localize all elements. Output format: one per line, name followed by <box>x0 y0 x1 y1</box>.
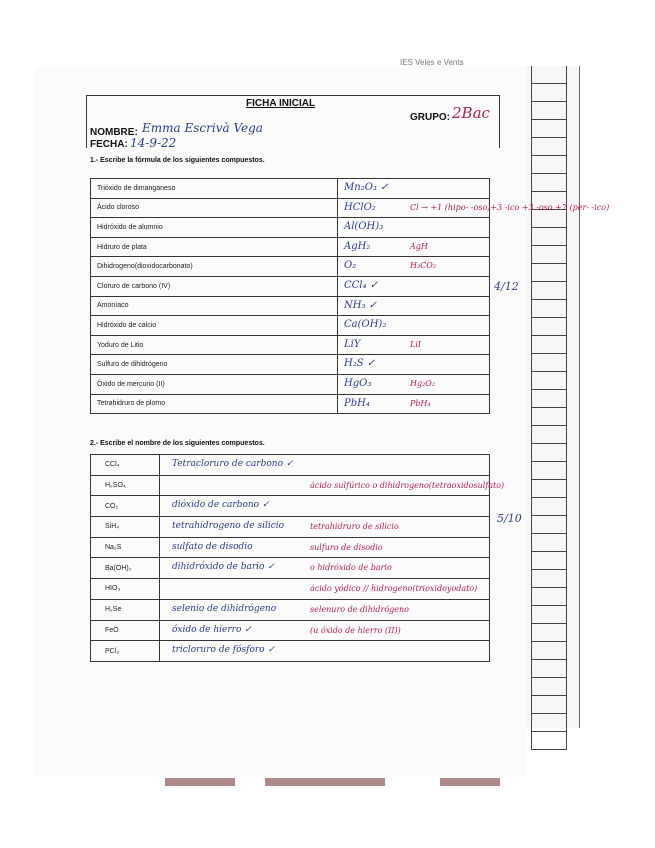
back-page-row <box>531 84 567 102</box>
answer-cell <box>160 537 490 558</box>
back-page-edge <box>520 66 580 728</box>
back-page-row <box>531 264 567 282</box>
compound-formula: HIO₃ <box>91 579 160 600</box>
back-page-row <box>531 732 567 750</box>
back-page-row <box>531 282 567 300</box>
fecha-value: 14-9-22 <box>130 136 177 150</box>
back-page-row <box>531 408 567 426</box>
answer-cell <box>160 641 490 662</box>
back-page-row <box>531 66 567 84</box>
table-row <box>91 257 490 277</box>
answer-cell <box>160 496 490 517</box>
table-row <box>91 276 490 296</box>
back-page-row <box>531 174 567 192</box>
back-page-row <box>531 498 567 516</box>
compound-name: Óxido de mercurio (II) <box>91 374 338 394</box>
question-2-prompt: 2.- Escribe el nombre de los siguientes compuestos. <box>90 440 265 447</box>
student-answer: tetrahidrogeno de silicio <box>172 521 285 532</box>
compound-name: Dihidrogeno(dioxidocarbonato) <box>91 257 338 277</box>
compound-formula: SiH₄ <box>91 517 160 538</box>
student-answer: AgH₂ <box>344 240 371 252</box>
answer-cell <box>338 296 490 316</box>
back-page-row <box>531 588 567 606</box>
back-page-row <box>531 606 567 624</box>
student-answer: CCl₄ ✓ <box>344 279 379 291</box>
student-answer: HClO₂ <box>344 201 376 213</box>
table-row <box>91 599 490 620</box>
back-page-row <box>531 336 567 354</box>
table-row <box>91 455 490 476</box>
nombre-value: Emma Escrivà Vega <box>142 121 263 135</box>
student-answer: dihidróxido de bario ✓ <box>172 562 275 573</box>
answer-cell <box>338 394 490 414</box>
student-answer: Al(OH)₃ <box>344 221 384 233</box>
table-row <box>91 316 490 336</box>
back-page-row <box>531 300 567 318</box>
compound-formula: CCl₄ <box>91 455 160 476</box>
answer-cell <box>160 517 490 538</box>
teacher-correction: ácido sulfúrico o dihidrogeno(tetraoxidosulfato) <box>310 480 505 490</box>
compound-name: Amoníaco <box>91 296 338 316</box>
table-row <box>91 579 490 600</box>
table-row <box>91 394 490 414</box>
answer-cell <box>338 218 490 238</box>
answer-cell <box>338 237 490 257</box>
back-page-row <box>531 156 567 174</box>
student-answer: H₂S ✓ <box>344 358 376 370</box>
back-page-row <box>531 120 567 138</box>
teacher-correction: o hidróxido de bario <box>310 563 392 573</box>
compound-formula: CO₂ <box>91 496 160 517</box>
table-row <box>91 537 490 558</box>
student-answer: selenio de dihidrógeno <box>172 603 277 614</box>
back-page-row <box>531 318 567 336</box>
teacher-correction: Cl → +1 (hipo- -oso)+3 -ico +3 -oso +7 (per- -ico) <box>410 202 610 212</box>
table-row <box>91 496 490 517</box>
school-stamp: IES Veles e Vents <box>400 58 464 67</box>
back-page-row <box>531 390 567 408</box>
student-answer: Ca(OH)₂ <box>344 319 387 331</box>
grupo-label: GRUPO: <box>410 112 450 123</box>
student-answer: Tetracloruro de carbono ✓ <box>172 459 294 469</box>
answer-cell <box>338 355 490 375</box>
worksheet-page <box>34 66 526 776</box>
answer-cell <box>338 316 490 336</box>
back-page-row <box>531 480 567 498</box>
score-q2: 5/10 <box>497 512 522 525</box>
back-page-row <box>531 426 567 444</box>
answer-cell <box>338 374 490 394</box>
compound-formula: Ba(OH)₂ <box>91 558 160 579</box>
teacher-correction: (u óxido de hierro (II)) <box>310 625 401 635</box>
back-page-row <box>531 660 567 678</box>
table-row <box>91 296 490 316</box>
back-page-row <box>531 714 567 732</box>
answer-cell <box>160 579 490 600</box>
compound-name: Cloruro de carbono (IV) <box>91 276 338 296</box>
back-page-row <box>531 138 567 156</box>
back-page-row <box>531 552 567 570</box>
back-page-row <box>531 516 567 534</box>
student-answer: sulfato de disodio <box>172 541 253 552</box>
student-answer: dióxido de carbono ✓ <box>172 500 270 511</box>
fecha-label: FECHA: <box>90 139 128 150</box>
back-page-row <box>531 642 567 660</box>
answer-cell <box>160 599 490 620</box>
table-row <box>91 374 490 394</box>
answer-cell <box>160 475 505 496</box>
name-table <box>90 454 505 662</box>
back-page-row <box>531 102 567 120</box>
student-answer: HgO₃ <box>344 377 372 389</box>
teacher-correction: selenuro de dihidrógeno <box>310 604 409 614</box>
student-answer: NH₃ ✓ <box>344 299 378 311</box>
back-page-row <box>531 534 567 552</box>
compound-formula: PCl₃ <box>91 641 160 662</box>
answer-cell <box>338 198 610 218</box>
answer-cell <box>338 179 490 199</box>
back-page-row <box>531 624 567 642</box>
background-strip <box>0 776 655 848</box>
back-page-row <box>531 354 567 372</box>
fabric-edge <box>265 778 385 786</box>
compound-name: Ácido cloroso <box>91 198 338 218</box>
table-row <box>91 335 490 355</box>
answer-cell <box>338 335 490 355</box>
grupo-value: 2Bac <box>452 104 490 122</box>
teacher-correction: H₂CO₂ <box>410 261 437 271</box>
teacher-correction: AgH <box>410 241 428 251</box>
compound-formula: H₂Se <box>91 599 160 620</box>
teacher-correction: Hg₂O₂ <box>410 378 436 388</box>
student-answer: PbH₄ <box>344 397 370 409</box>
back-page-row <box>531 462 567 480</box>
back-page-row <box>531 372 567 390</box>
back-page-row <box>531 678 567 696</box>
back-page-row <box>531 570 567 588</box>
compound-formula: H₂SO₄ <box>91 475 160 496</box>
table-row <box>91 179 490 199</box>
nombre-label: NOMBRE: <box>90 127 138 138</box>
compound-name: Trióxido de dimanganeso <box>91 179 338 199</box>
table-row <box>91 641 490 662</box>
compound-name: Hidróxido de calcio <box>91 316 338 336</box>
compound-formula: FeO <box>91 620 160 641</box>
table-row <box>91 237 490 257</box>
answer-cell <box>160 620 490 641</box>
table-row <box>91 620 490 641</box>
teacher-correction: LiI <box>410 339 422 349</box>
teacher-correction: sulfuro de disodio <box>310 542 383 552</box>
answer-cell <box>338 276 490 296</box>
answer-cell <box>160 455 490 476</box>
student-answer: Mn₂O₃ ✓ <box>344 182 389 193</box>
answer-cell <box>160 558 490 579</box>
student-answer: óxido de hierro ✓ <box>172 624 252 635</box>
table-row <box>91 355 490 375</box>
table-row <box>91 198 490 218</box>
fabric-edge <box>440 778 500 786</box>
compound-formula: Na₂S <box>91 537 160 558</box>
back-page-row <box>531 444 567 462</box>
back-page-row <box>531 228 567 246</box>
question-1-prompt: 1.- Escribe la fórmula de los siguientes compuestos. <box>90 157 265 164</box>
teacher-correction: tetrahidruro de silicio <box>310 522 399 532</box>
compound-name: Hidruro de plata <box>91 237 338 257</box>
table-row <box>91 558 490 579</box>
table-row <box>91 218 490 238</box>
answer-cell <box>338 257 490 277</box>
compound-name: Yoduro de Litio <box>91 335 338 355</box>
teacher-correction: ácido yódico // hidrogeno(trioxidoyodato) <box>310 584 478 594</box>
student-answer: tricloruro de fósforo ✓ <box>172 645 276 656</box>
table-row <box>91 475 490 496</box>
score-q1: 4/12 <box>494 280 519 293</box>
student-answer: LiY <box>344 338 361 350</box>
back-page-row <box>531 246 567 264</box>
teacher-correction: PbH₄ <box>410 398 431 408</box>
page-title: FICHA INICIAL <box>246 98 316 109</box>
back-page-row <box>531 696 567 714</box>
compound-name: Tetrahidruro de plomo <box>91 394 338 414</box>
student-answer: O₂ <box>344 260 357 272</box>
table-row <box>91 517 490 538</box>
compound-name: Sulfuro de dihidrógeno <box>91 355 338 375</box>
fabric-edge <box>165 778 235 786</box>
compound-name: Hidróxido de alumnio <box>91 218 338 238</box>
